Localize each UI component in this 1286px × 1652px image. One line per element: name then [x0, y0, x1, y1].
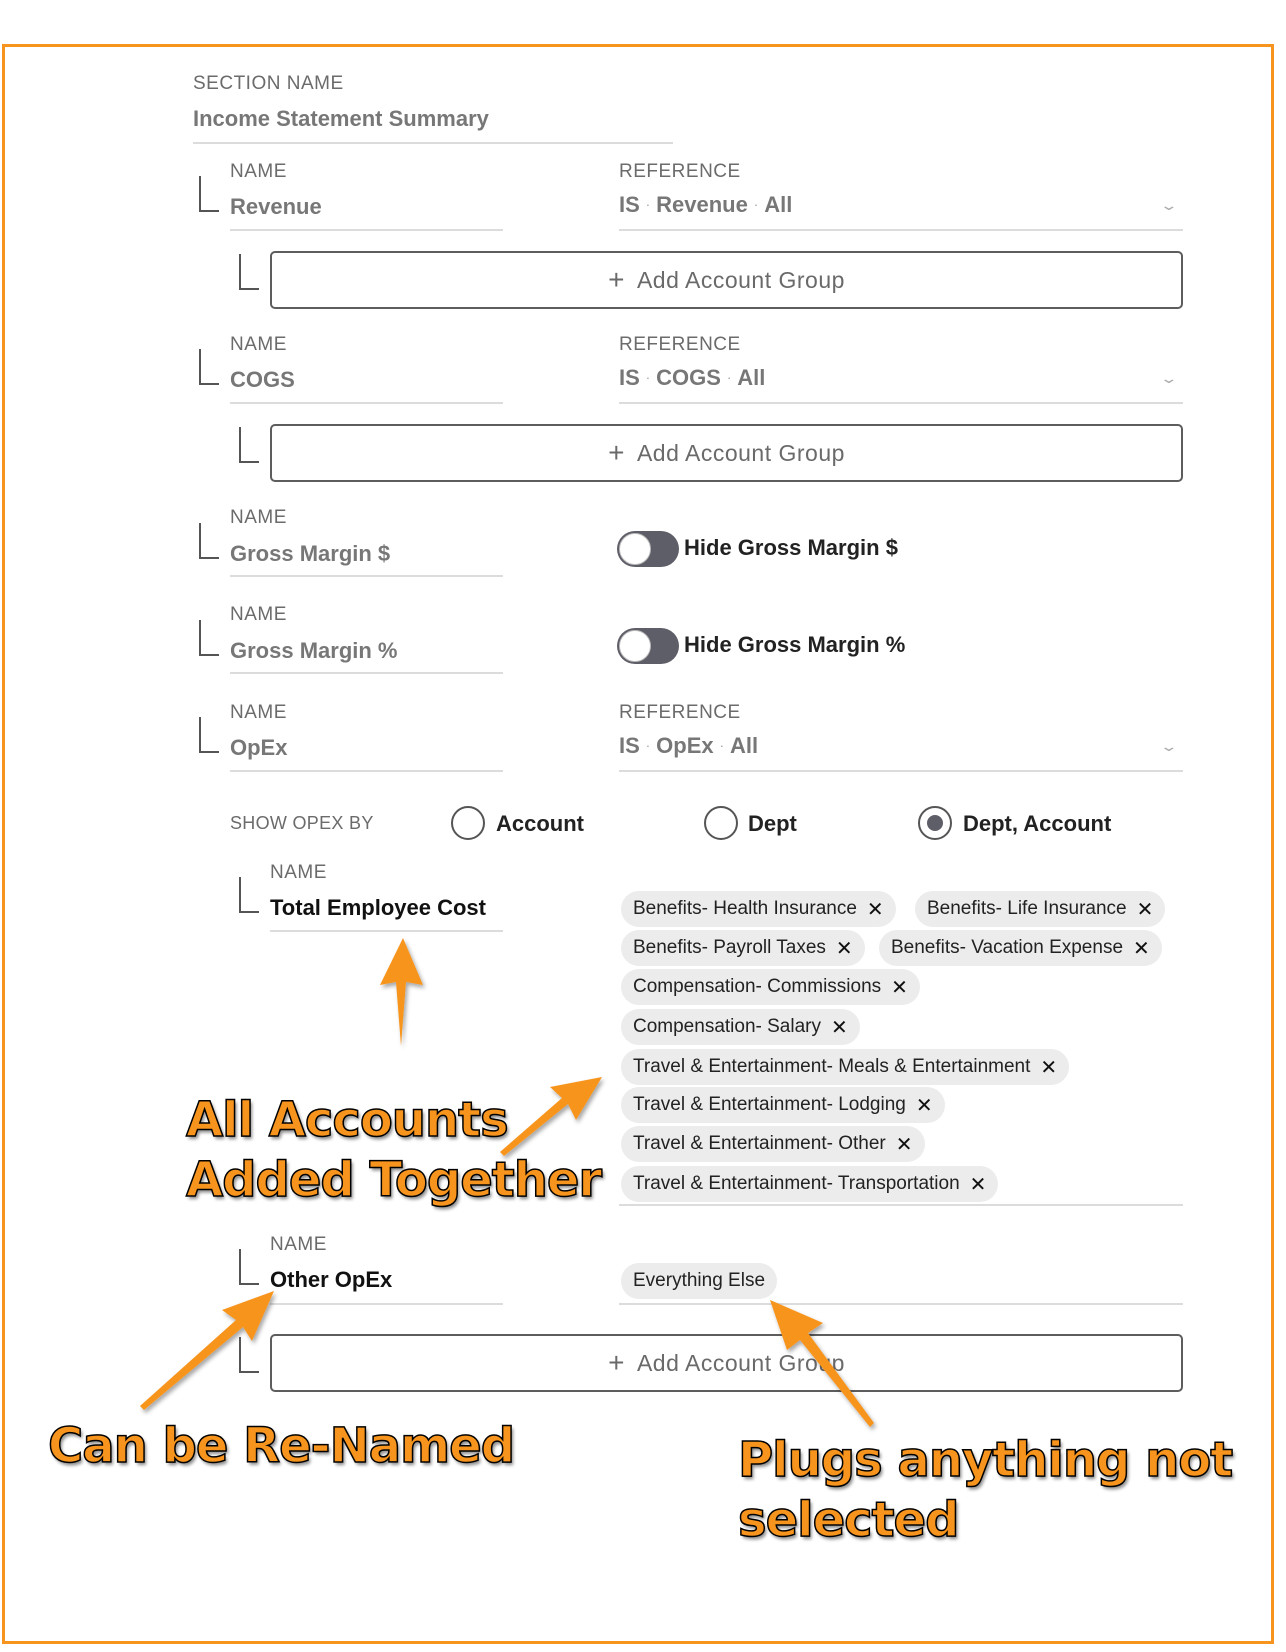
ref-separator: ·: [645, 738, 651, 753]
gross-margin-dollar-name-input[interactable]: Gross Margin $: [230, 541, 391, 566]
ref-part: Revenue: [656, 192, 748, 217]
gross-margin-pct-name-input[interactable]: Gross Margin %: [230, 638, 398, 663]
section-name-caption: SECTION NAME: [193, 73, 344, 94]
chip-label: Travel & Entertainment- Lodging: [633, 1094, 906, 1115]
chip-label: Compensation- Commissions: [633, 976, 882, 997]
ref-part: IS: [619, 365, 640, 390]
button-label: Add Account Group: [636, 266, 845, 293]
chip-label: Benefits- Health Insurance: [633, 898, 857, 919]
reference-caption: REFERENCE: [619, 702, 741, 723]
annotation-line: Plugs anything not: [738, 1432, 1233, 1488]
other-opex-name-input[interactable]: Other OpEx: [270, 1267, 393, 1292]
ref-separator: ·: [753, 197, 759, 212]
chip-label: Benefits- Life Insurance: [927, 898, 1127, 919]
annotation-plugs: [738, 1430, 1232, 1550]
close-icon[interactable]: ✕: [915, 1094, 933, 1117]
revenue-name-input[interactable]: Revenue: [230, 194, 322, 219]
arrow-up: [380, 938, 423, 1046]
toggle-label: Hide Gross Margin $: [684, 535, 898, 560]
name-caption: NAME: [230, 507, 287, 528]
chevron-down-icon[interactable]: ⌄: [1159, 197, 1179, 213]
close-icon[interactable]: ✕: [895, 1133, 913, 1156]
ref-part: All: [764, 192, 793, 217]
arrow-to-name: [140, 1291, 274, 1410]
plus-icon: +: [608, 437, 625, 468]
ref-separator: ·: [645, 197, 651, 212]
name-caption: NAME: [230, 161, 287, 182]
chip-label: Everything Else: [633, 1270, 766, 1291]
show-opex-by-caption: SHOW OPEX BY: [230, 813, 374, 833]
ref-part: IS: [619, 192, 640, 217]
close-icon[interactable]: ✕: [1136, 898, 1154, 921]
opex-name-input[interactable]: OpEx: [230, 735, 288, 760]
radio-account-label: Account: [496, 811, 584, 836]
radio-dept-account-label: Dept, Account: [963, 811, 1112, 836]
chip-label: Benefits- Payroll Taxes: [633, 937, 826, 958]
chip-label: Travel & Entertainment- Other: [633, 1133, 886, 1154]
name-caption: NAME: [270, 1234, 327, 1255]
annotation-line: Added Together: [186, 1152, 602, 1208]
total-employee-cost-name-input[interactable]: Total Employee Cost: [270, 895, 486, 920]
radio-dept-label: Dept: [748, 811, 797, 836]
name-caption: NAME: [230, 702, 287, 723]
annotation-renamed: Can be Re-Named: [48, 1418, 515, 1474]
ref-part: IS: [619, 733, 640, 758]
close-icon[interactable]: ✕: [891, 976, 908, 999]
arrow-to-chip: [770, 1300, 874, 1427]
chevron-down-icon[interactable]: ⌄: [1159, 738, 1179, 754]
button-label: Add Account Group: [636, 1349, 845, 1376]
ref-part: All: [737, 365, 766, 390]
name-caption: NAME: [270, 862, 327, 883]
ref-part: OpEx: [656, 733, 714, 758]
chip-label: Travel & Entertainment- Meals & Entertainment: [633, 1056, 1031, 1077]
ref-separator: ·: [719, 738, 724, 753]
close-icon[interactable]: ✕: [969, 1173, 987, 1196]
close-icon[interactable]: ✕: [1133, 937, 1150, 960]
reference-caption: REFERENCE: [619, 161, 741, 182]
name-caption: NAME: [230, 604, 287, 625]
ref-part: All: [729, 733, 759, 758]
ref-separator: ·: [726, 370, 732, 385]
chip-label: Benefits- Vacation Expense: [891, 937, 1124, 958]
chevron-down-icon[interactable]: ⌄: [1159, 370, 1179, 386]
close-icon[interactable]: ✕: [835, 937, 853, 960]
close-icon[interactable]: ✕: [866, 898, 884, 921]
section-name-input[interactable]: Income Statement Summary: [193, 106, 489, 131]
cogs-name-input[interactable]: COGS: [230, 367, 295, 392]
annotation-line: selected: [738, 1492, 959, 1548]
close-icon[interactable]: ✕: [1040, 1056, 1058, 1079]
button-label: Add Account Group: [636, 439, 845, 466]
annotation-line: All Accounts: [186, 1092, 508, 1148]
ref-part: COGS: [656, 365, 721, 390]
plus-icon: +: [608, 1347, 625, 1378]
plus-icon: +: [608, 264, 625, 295]
reference-caption: REFERENCE: [619, 334, 741, 355]
close-icon[interactable]: ✕: [830, 1016, 848, 1039]
annotation-all-accounts: [186, 1090, 601, 1210]
ref-separator: ·: [645, 370, 651, 385]
toggle-label: Hide Gross Margin %: [684, 632, 906, 657]
chip-label: Compensation- Salary: [633, 1016, 821, 1037]
chip-label: Travel & Entertainment- Transportation: [633, 1173, 960, 1194]
name-caption: NAME: [230, 334, 287, 355]
